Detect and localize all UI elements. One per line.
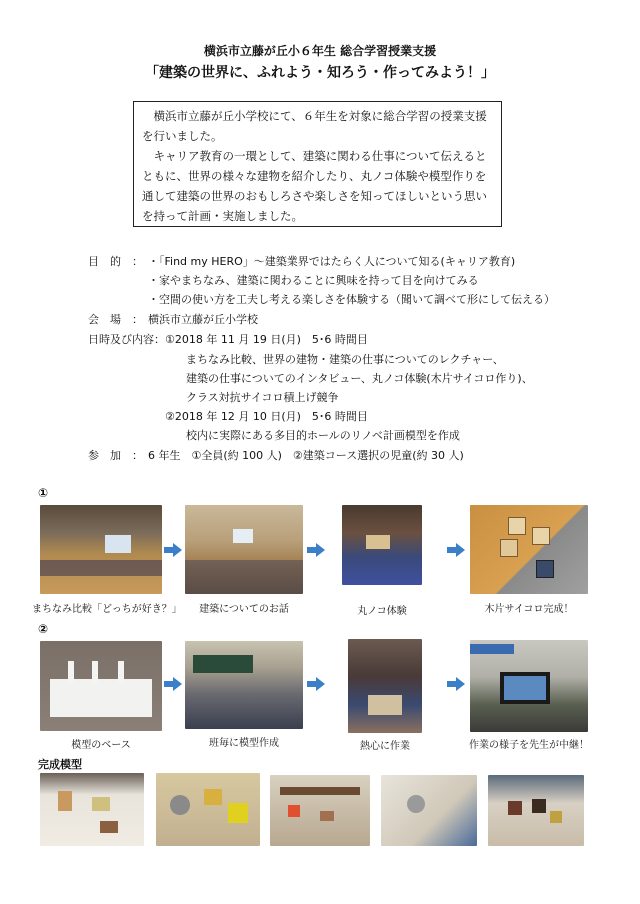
- venue-label: 会 場 ：: [88, 313, 143, 326]
- photo-completed-model-3: [270, 775, 370, 846]
- caption-2-4: 作業の様子を先生が中継！: [469, 740, 589, 751]
- date-1-content-a: まちなみ比較、世界の建物・建築の仕事についてのレクチャー、: [186, 353, 504, 366]
- date-1: ①2018 年 11 月 19 日(月) 5･6 時間目: [165, 333, 368, 346]
- arrow-right-icon: [447, 677, 465, 691]
- completed-models-label: 完成模型: [38, 758, 82, 771]
- date-1-content-c: クラス対抗サイコロ積上げ競争: [186, 391, 339, 404]
- purpose-item-1: ・「Find my HERO」～建築業界ではたらく人について知る(キャリア教育): [148, 255, 516, 268]
- arrow-right-icon: [447, 543, 465, 557]
- participants-value: 6 年生 ①全員(約 100 人) ②建築コース選択の児童(約 30 人): [148, 449, 464, 462]
- photo-focused-work: [348, 639, 422, 733]
- arrow-right-icon: [307, 543, 325, 557]
- photo-townscape-comparison: [40, 505, 162, 594]
- document-subtitle: 横浜市立藤が丘小６年生 総合学習授業支援: [203, 44, 437, 58]
- photo-completed-model-2: [156, 773, 260, 846]
- section-1-marker: ①: [38, 486, 49, 500]
- photo-model-base: [40, 641, 162, 731]
- caption-2-2: 班毎に模型作成: [209, 738, 279, 749]
- arrow-right-icon: [164, 543, 182, 557]
- photo-architecture-talk: [185, 505, 303, 594]
- purpose-item-3: ・空間の使い方を工夫し考える楽しさを体験する（聞いて調べて形にして伝える）: [148, 293, 555, 306]
- caption-2-3: 熱心に作業: [360, 741, 410, 752]
- participants-label: 参 加 ：: [88, 449, 143, 462]
- intro-paragraph-2: キャリア教育の一環として、建築に関わる仕事について伝えるとともに、世界の様々な建物を紹介したり、丸ノコ体験や模型作りを通して建築の世界のおもしろさや楽しさを知ってほしいという思いを持って計画・実施しました。: [142, 149, 487, 223]
- caption-1-1: まちなみ比較「どっちが好き？」: [32, 604, 182, 615]
- caption-2-1: 模型のベース: [71, 740, 131, 751]
- purpose-item-2: ・家やまちなみ、建築に関わることに興味を持って目を向けてみる: [148, 274, 479, 287]
- date-1-content-b: 建築の仕事についてのインタビュー、丸ノコ体験(木片サイコロ作り)、: [186, 372, 533, 385]
- photo-completed-model-4: [381, 775, 477, 846]
- intro-box: [133, 101, 502, 227]
- venue-value: 横浜市立藤が丘小学校: [148, 313, 258, 326]
- date-2: ②2018 年 12 月 10 日(月) 5･6 時間目: [165, 410, 368, 423]
- document-title: 「建築の世界に、ふれよう・知ろう・作ってみよう！」: [145, 65, 495, 81]
- photo-completed-model-1: [40, 773, 144, 846]
- photo-group-model-building: [185, 641, 303, 729]
- arrow-right-icon: [164, 677, 182, 691]
- caption-1-2: 建築についてのお話: [199, 604, 289, 615]
- caption-1-4: 木片サイコロ完成！: [484, 604, 574, 615]
- photo-teacher-broadcast: [470, 640, 588, 732]
- photo-completed-model-5: [488, 775, 584, 846]
- arrow-right-icon: [307, 677, 325, 691]
- date-label: 日時及び内容：: [88, 333, 165, 346]
- intro-paragraph-1: 横浜市立藤が丘小学校にて、６年生を対象に総合学習の授業支援を行いました。: [142, 109, 487, 143]
- purpose-label: 目 的 ：: [88, 255, 143, 268]
- info-section: [0, 255, 640, 465]
- caption-1-3: 丸ノコ体験: [357, 606, 407, 617]
- date-2-content-a: 校内に実際にある多目的ホールのリノベ計画模型を作成: [186, 429, 460, 442]
- photo-circular-saw: [342, 505, 422, 585]
- section-2-marker: ②: [38, 622, 49, 636]
- photo-wooden-dice: [470, 505, 588, 594]
